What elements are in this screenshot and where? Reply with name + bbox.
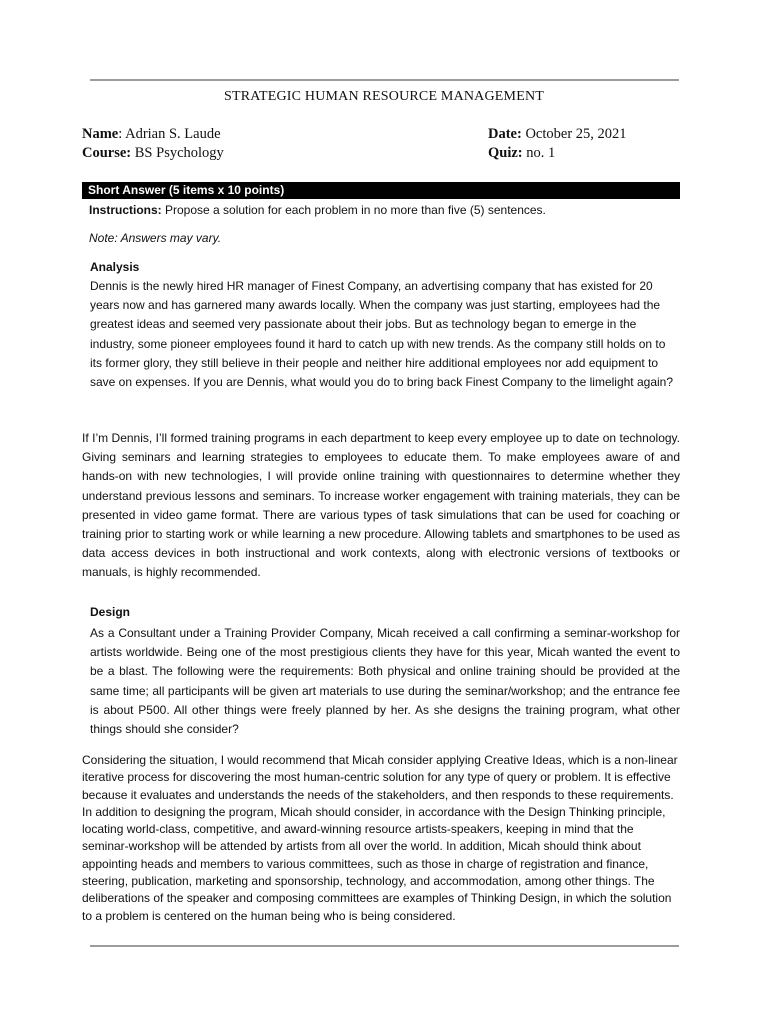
course-label: Course: [82, 145, 132, 161]
analysis-heading: Analysis [90, 260, 140, 274]
quiz-info [488, 125, 627, 163]
document-title: STRATEGIC HUMAN RESOURCE MANAGEMENT [223, 89, 545, 104]
date-line [488, 125, 627, 144]
note: Note: Answers may vary. [89, 231, 222, 245]
student-info [82, 125, 224, 163]
quiz-line [488, 144, 627, 163]
name-value: : Adrian S. Laude [118, 126, 221, 142]
course-value: BS Psychology [131, 145, 224, 161]
analysis-answer: If I’m Dennis, I’ll formed training programs in each department to keep every employee up to date on technology. Giving seminars and learning strategies to employees to educate them. To make employees aware of and hands-on with new technologies, I will provide online training with questionnaires to determine whether they understand previous lessons and seminars. To increase worker engagement with training materials, they can be presented in video game format. There are various types of task simulations that can be used for coaching or training prior to starting work or while learning a new procedure. Allowing tablets and smartphones to be used as data access devices in both instructional and work contexts, along with electronic versions of textbooks or manuals, is highly recommended. [82, 431, 680, 580]
course-line [82, 144, 224, 163]
name-label: Name [82, 126, 119, 142]
date-label: Date: [488, 126, 522, 142]
name-line [82, 125, 224, 144]
design-heading: Design [90, 605, 131, 619]
bottom-divider [90, 945, 679, 947]
instructions [89, 202, 679, 218]
analysis-question: Dennis is the newly hired HR manager of Finest Company, an advertising company that has existed for 20 years now and has garnered many awards locally. When the company was just starting, employees had the greatest ideas and seemed very passionate about their jobs. But as technology began to emerge in the industry, some pioneer employees found it hard to catch up with new trends. As the company still holds on to its former glory, they still believe in their people and neither hire additional employees nor add equipment to save on expenses. If you are Dennis, what would you do to bring back Finest Company to the limelight again? [90, 279, 674, 390]
section-header: Short Answer (5 items x 10 points) [82, 182, 680, 199]
quiz-label: Quiz: [488, 145, 523, 161]
design-question: As a Consultant under a Training Provider Company, Micah received a call confirming a seminar-workshop for artists worldwide. Being one of the most prestigious clients they have for this year, Micah wanted the event to be a blast. The following were the requirements: Both physical and online training should be provided at the same time; all participants will be given art materials to use during the seminar/workshop; and the entrance fee is about P500. All other things were freely planned by her. As she designs the training program, what other things should she consider? [90, 626, 680, 737]
date-value: October 25, 2021 [521, 126, 627, 142]
quiz-value: no. 1 [522, 145, 556, 161]
instructions-text: Propose a solution for each problem in no more than five (5) sentences. [161, 203, 546, 217]
design-answer: Considering the situation, I would recommend that Micah consider applying Creative Ideas, which is a non-linear iterative process for discovering the most human-centric solution for any type of query or problem. It is effective because it evaluates and understands the needs of the stakeholders, and then responds to these requirements. In addition to designing the program, Micah should consider, in accordance with the Design Thinking principle, locating world-class, competitive, and award-winning resource artists-speakers, keeping in mind that the seminar-workshop will be attended by artists from all over the world. In addition, Micah should think about appointing heads and members to various committees, such as those in charge of registration and finance, steering, publication, marketing and sponsorship, technology, and accommodation, among other things. The deliberations of the speaker and composing committees are examples of Thinking Design, in which the solution to a problem is centered on the human being who is being considered. [82, 753, 678, 923]
instructions-label: Instructions: [89, 203, 162, 217]
top-divider [90, 79, 679, 81]
